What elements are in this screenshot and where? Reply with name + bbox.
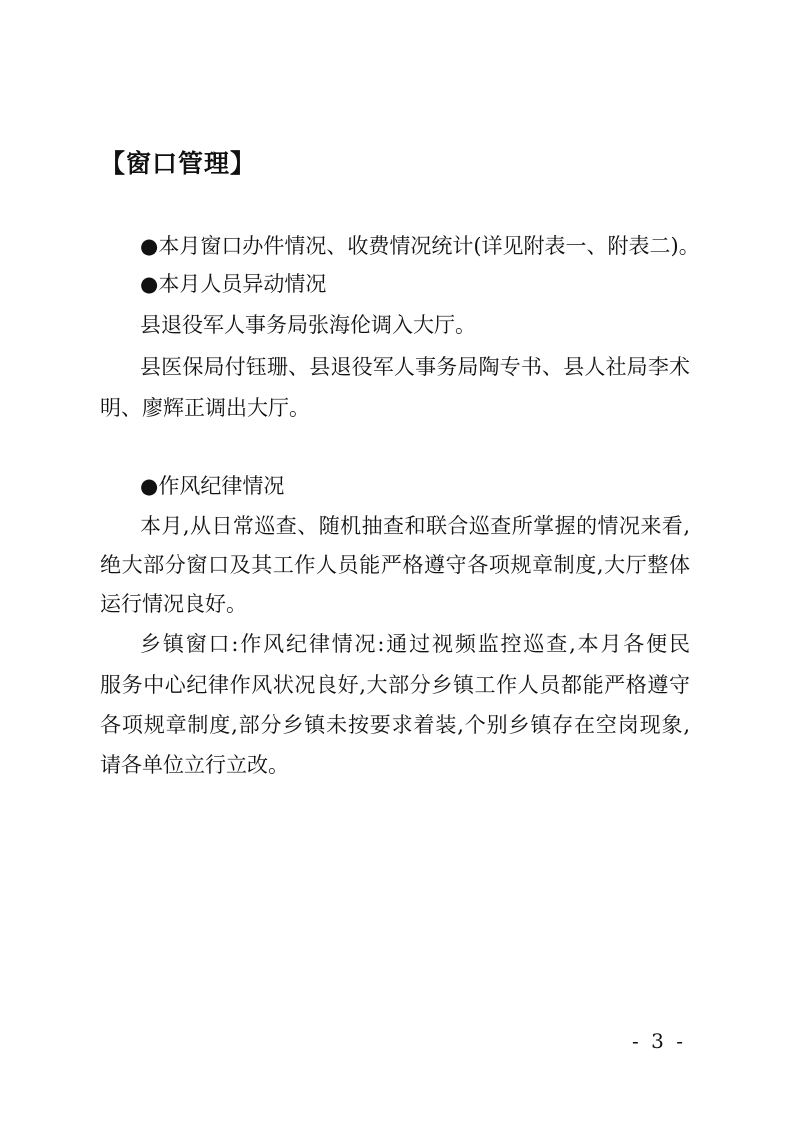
- discipline-text-line3: 运行情况良好。: [100, 592, 247, 616]
- page-number: - 3 -: [632, 1029, 686, 1053]
- personnel-transfer-out-line2: 明、廖辉正调出大厅。: [100, 396, 310, 420]
- township-text-line1: 乡镇窗口:作风纪律情况:通过视频监控巡查,本月各便民: [140, 632, 690, 656]
- township-text-line4: 请各单位立行立改。: [100, 753, 289, 777]
- discipline-text-line2: 绝大部分窗口及其工作人员能严格遵守各项规章制度,大厅整体: [100, 553, 690, 577]
- township-text-line2: 服务中心纪律作风状况良好,大部分乡镇工作人员都能严格遵守: [100, 673, 690, 697]
- personnel-transfer-out-line1: 县医保局付钰珊、县退役军人事务局陶专书、县人社局李术: [140, 355, 690, 379]
- section-title: 【窗口管理】: [100, 149, 257, 178]
- bullet-window-stats: ●本月窗口办件情况、收费情况统计(详见附表一、附表二)。: [140, 234, 700, 258]
- discipline-text-line1: 本月,从日常巡查、随机抽查和联合巡查所掌握的情况来看,: [140, 514, 690, 538]
- township-text-line3: 各项规章制度,部分乡镇未按要求着装,个别乡镇存在空岗现象,: [100, 713, 690, 737]
- personnel-transfer-in: 县退役军人事务局张海伦调入大厅。: [140, 313, 476, 337]
- bullet-personnel-changes: ●本月人员异动情况: [140, 272, 327, 296]
- bullet-discipline: ●作风纪律情况: [140, 474, 285, 498]
